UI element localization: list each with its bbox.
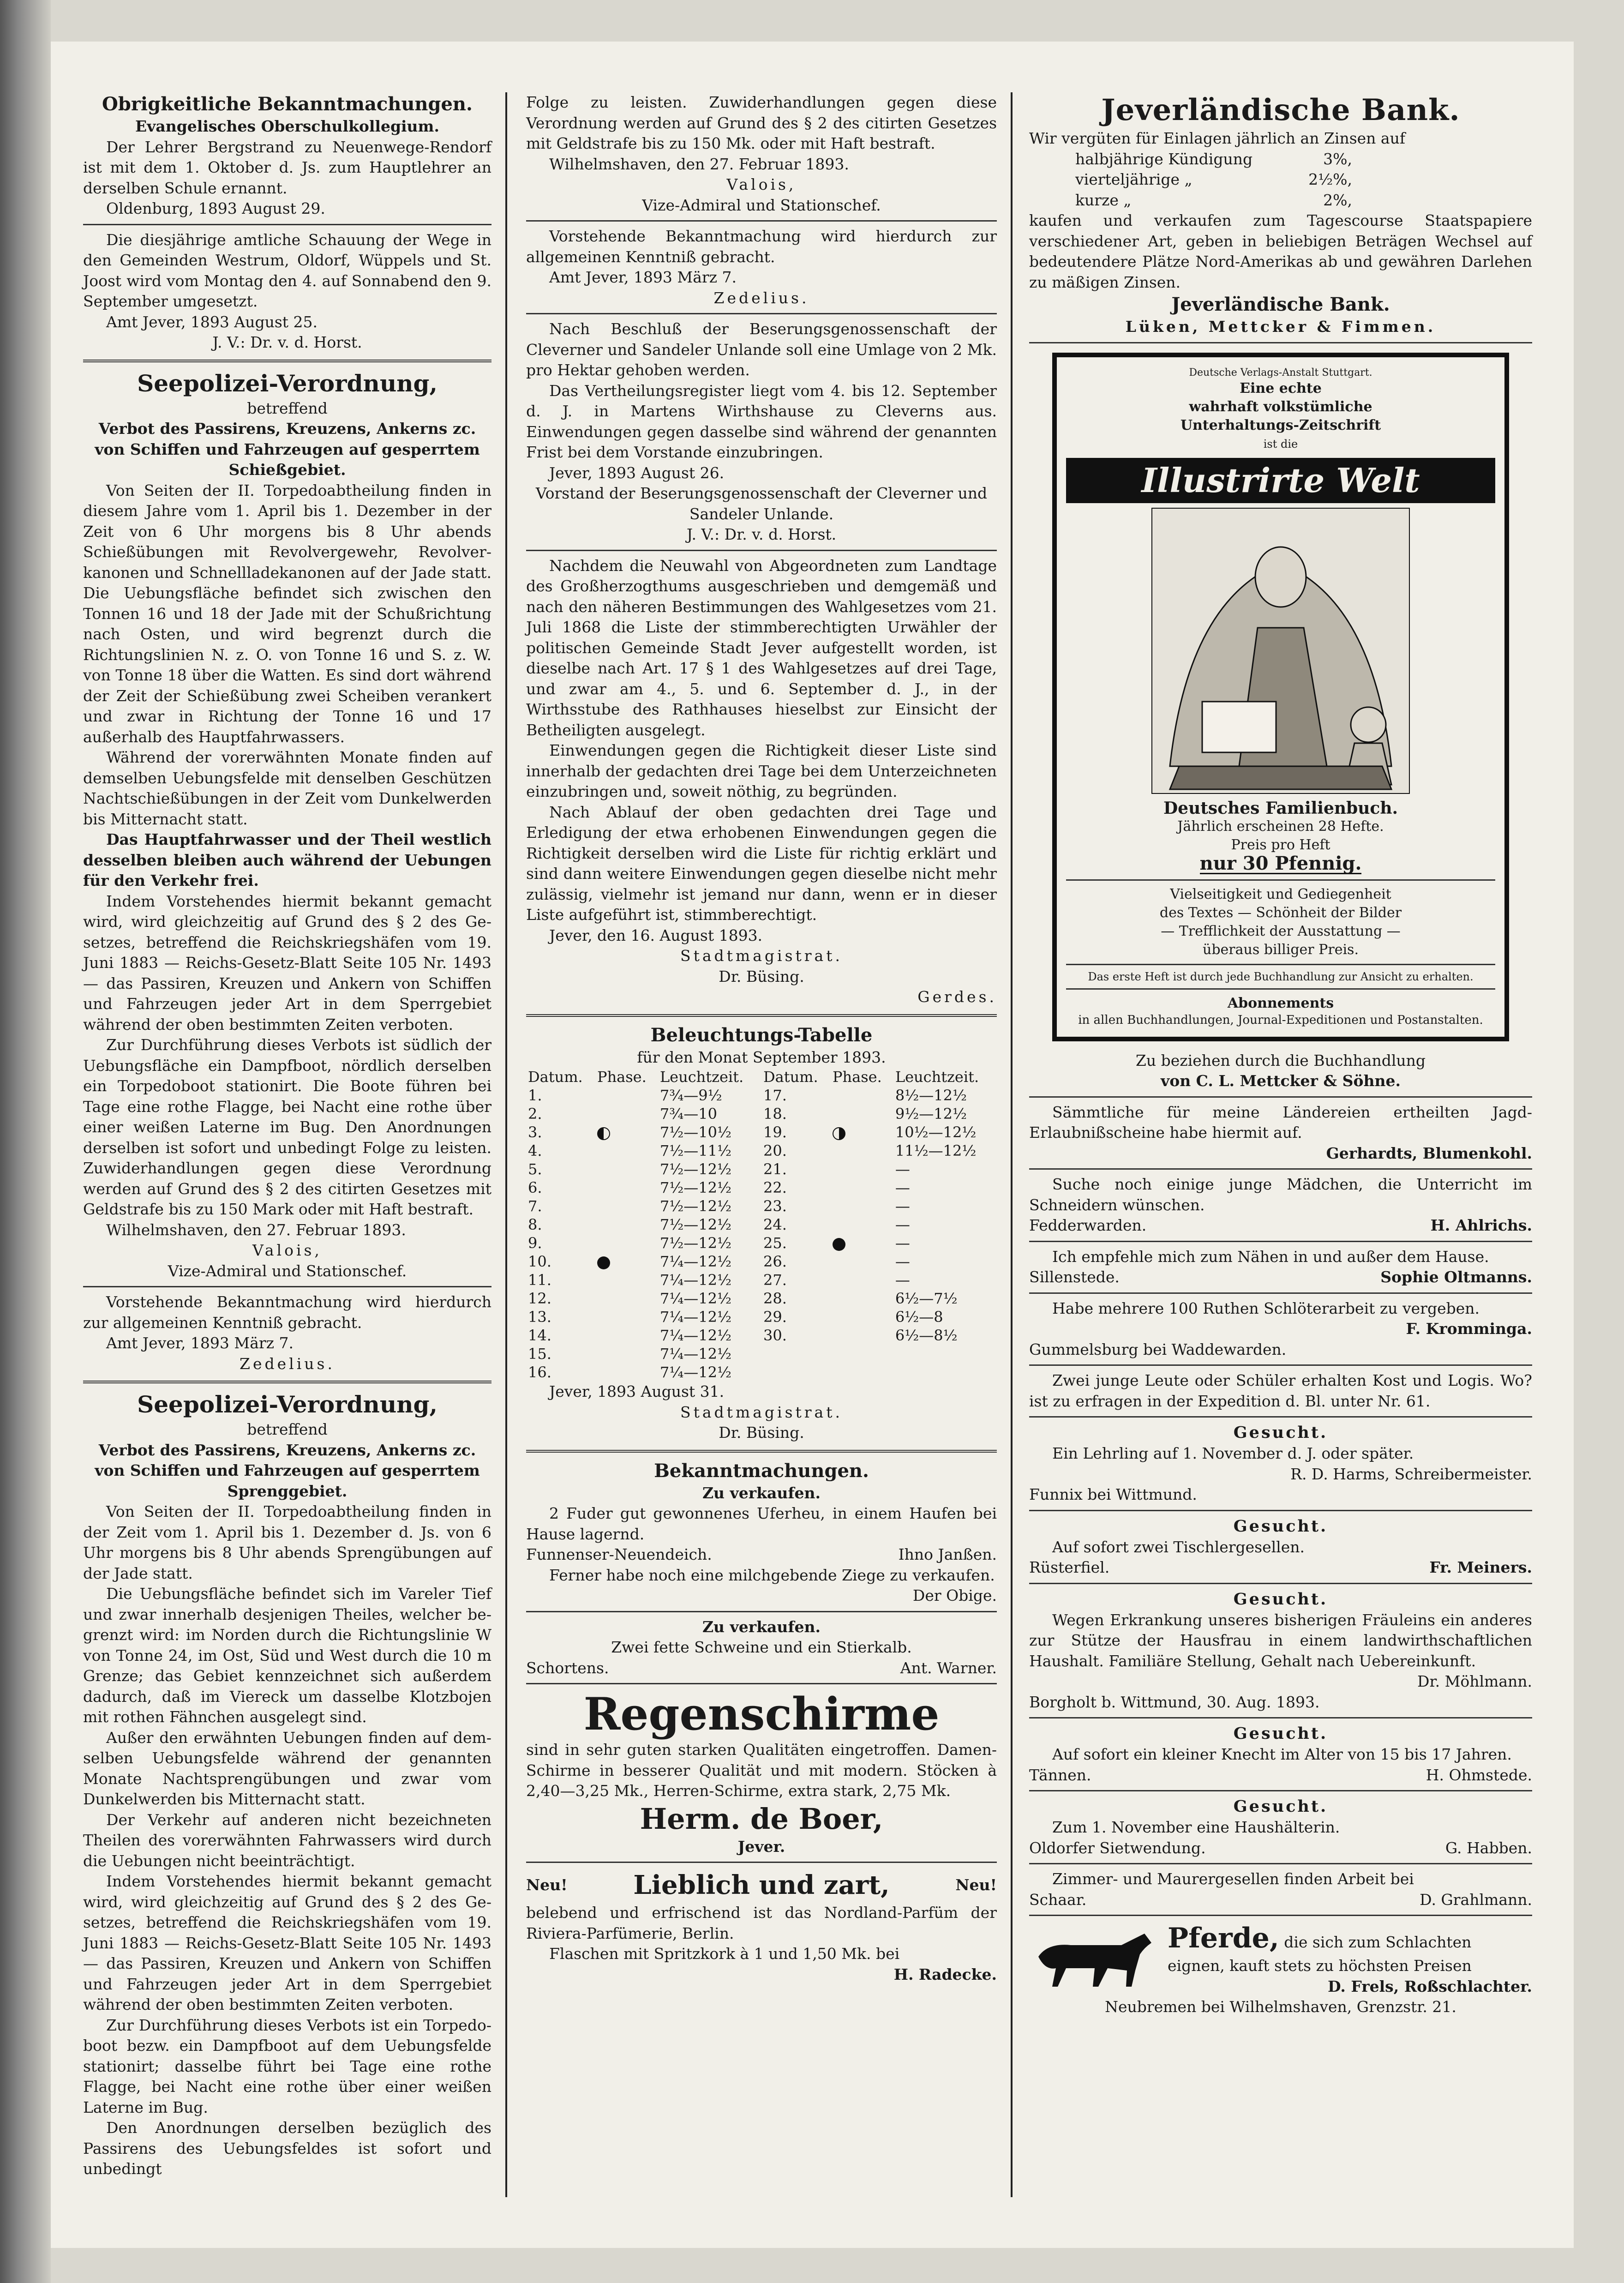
table-cell xyxy=(595,1345,658,1363)
table-cell: — xyxy=(895,1234,910,1252)
ad-sign-row xyxy=(1029,1215,1532,1236)
ordinance-text: Von Seiten der II. Torpedoabtheilung finden in der Zeit vom 1. April bis 1. Dezember d. Js. von 6 Uhr morgens bis 8 Uhr abends Sprengübungen auf der Jade statt. xyxy=(83,1502,491,1582)
ordinance-note: Vorstehende Bekanntmachung wird hierdurch zur allgemeinen Kenntniß gebracht. xyxy=(526,227,997,266)
ordinance-note-place: Amt Jever, 1893 März 7. xyxy=(106,1334,294,1352)
ad-sign-row xyxy=(1029,1557,1532,1578)
ad-place: Fedderwarden. xyxy=(1029,1216,1147,1234)
ad-head: Gesucht. xyxy=(1233,1797,1328,1816)
ad-head: Gesucht. xyxy=(1233,1516,1328,1536)
rate-value: 3%, xyxy=(1323,150,1352,168)
ad-sign: Ant. Warner. xyxy=(900,1658,997,1677)
ordinance-sign: Valois, xyxy=(726,175,797,193)
ad-line: ist die xyxy=(1263,437,1298,451)
ad-text: Suche noch einige junge Mädchen, die Unterricht im Schneidern wünschen. xyxy=(1029,1175,1532,1214)
ad-price-label: Preis pro Heft xyxy=(1231,836,1330,853)
rate-row xyxy=(1075,190,1352,211)
table-cell xyxy=(893,1363,997,1382)
moon-phase-icon xyxy=(597,1127,610,1140)
table-cell: 20. xyxy=(763,1142,787,1160)
bank-title: Jeverländische Bank. xyxy=(1101,93,1460,127)
table-cell: — xyxy=(895,1179,910,1196)
table-cell xyxy=(595,1271,658,1289)
ad-abo: in allen Buchhandlungen, Journal-Expeditionen und Postanstalten. xyxy=(1078,1013,1483,1027)
table-cell: 7½—10½ xyxy=(659,1123,731,1141)
table-cell: — xyxy=(895,1197,910,1215)
ad-sign-row xyxy=(526,1544,997,1565)
table-cell xyxy=(595,1289,658,1308)
rate-value: 2½%, xyxy=(1308,170,1352,188)
col-header: Datum. xyxy=(528,1068,583,1086)
table-place: Jever, 1893 August 31. xyxy=(549,1382,725,1400)
ad-sign: D. Frels, Roßschlachter. xyxy=(1327,1977,1532,1995)
table-cell: 11½—12½ xyxy=(895,1142,977,1160)
ad-text: Ich empfehle mich zum Nähen in und außer dem Hause. xyxy=(1052,1247,1489,1266)
notice-place: Jever, 1893 August 26. xyxy=(549,463,725,482)
ad-head: Gesucht. xyxy=(1233,1423,1328,1442)
table-cell: 18. xyxy=(763,1105,787,1123)
table-cell: 7¼—12½ xyxy=(659,1345,731,1363)
ad-line: Unterhaltungs-Zeitschrift xyxy=(1180,417,1381,433)
table-cell: 7½—12½ xyxy=(659,1216,731,1233)
ad-text: Auf sofort ein kleiner Knecht im Alter von 15 bis 17 Jahren. xyxy=(1052,1745,1512,1763)
table-cell: 14. xyxy=(528,1327,551,1344)
ordinance-text: Folge zu leisten. Zuwiderhandlungen gegen diese Verordnung werden auf Grund des § 2 des citirten Gesetzes mit Geldstrafe bis zu 150 Mk. oder mit Haft bestraft. xyxy=(526,93,997,152)
ordinance-text: Indem Vorstehendes hiermit bekannt gemacht wird, wird gleichzeitig auf Grund des § 2 des Gesetzes, betreffend die Reichskriegshäfen vom 19. Juni 1883 — Reichs-Gesetz-Blatt Seite 105 Nr. 1493 — das Passiren, Kreuzen und Ankern von Schiffen und Fahrzeugen jeder Art in dem Sperrgebiet während der oben bestimmten Zeiten verboten. xyxy=(83,892,491,1033)
ad-sign: Fr. Meiners. xyxy=(1429,1558,1532,1576)
section-title: Obrigkeitliche Bekanntmachungen. xyxy=(102,93,473,115)
ordinance-text: Außer den erwähnten Uebungen finden auf demselben Uebungsfelde während der genannten Monate Nachtsprengübungen und zwar vom Dunkelwerden bis Mitternacht statt. xyxy=(83,1728,491,1808)
table-cell: — xyxy=(895,1271,910,1289)
table-cell: 7¾—10 xyxy=(659,1105,717,1123)
ordinance-text: Zur Durchführung dieses Verbots ist südlich der Uebungsfläche ein Dampfboot, nördlich derselben ein Torpedoboot stationirt. Die Boote führen bei Tage eine rothe Flagge, bei Nacht eine rothe über einer weißen Laterne im Bug. Den Anordnungen derselben ist sofort und unbedingt Folge zu leisten. Zuwiderhandlungen gegen diese Verordnung werden auf Grund des § 2 des citirten Gesetzes mit Geldstrafe bis zu 150 Mark oder mit Haft bestraft. xyxy=(83,1036,491,1218)
table-cell xyxy=(831,1197,893,1215)
table-cell xyxy=(831,1178,893,1197)
perfume-ad-header xyxy=(526,1868,997,1903)
ordinance-rank: Vize-Admiral und Stationschef. xyxy=(168,1262,407,1280)
ad-frequency: Jährlich erscheinen 28 Hefte. xyxy=(1177,818,1384,835)
table-row xyxy=(526,1160,997,1178)
ad-sign-row xyxy=(1029,1765,1532,1786)
table-cell: 12. xyxy=(528,1290,551,1307)
ordinance-text: Zur Durchführung dieses Verbots ist ein Torpedoboot bezw. ein Dampfboot auf dem Uebungsfelde stationirt; dasselbe führt bei Tage eine rothe Flagge, bei Nacht eine rothe über einer weißen Laterne im Bug. xyxy=(83,2016,491,2116)
ad-place: Funnix bei Wittmund. xyxy=(1029,1485,1197,1503)
new-badge: Neu! xyxy=(955,1875,997,1894)
allegory-illustration xyxy=(1151,508,1410,794)
column-middle xyxy=(526,92,997,1985)
ad-subtitle: Deutsches Familienbuch. xyxy=(1163,798,1398,818)
table-cell xyxy=(831,1142,893,1160)
notice-sign: Gerdes. xyxy=(917,988,997,1006)
ad-sign: Dr. Möhlmann. xyxy=(1417,1672,1532,1690)
table-cell: 29. xyxy=(763,1308,787,1326)
magazine-ad xyxy=(1052,353,1509,1041)
ad-sign: F. Kromminga. xyxy=(1406,1320,1532,1338)
table-cell: 22. xyxy=(763,1179,787,1196)
table-cell: 11. xyxy=(528,1271,551,1289)
ad-text: Flaschen mit Spritzkork à 1 und 1,50 Mk. bei xyxy=(549,1945,900,1963)
ordinance-text: Von Seiten der II. Torpedoabtheilung finden in diesem Jahre vom 1. April bis 1. Dezember in der Zeit von 6 Uhr morgens bis 8 Uhr abends Schießübungen mit Revolvergewehr, Revolverkanonen und Schnellladekanonen auf der Jade statt. Die Uebungsfläche befindet sich zwischen den Tonnen 16 und 18 der Jade mit der Schußrichtung nach Osten, und wird begrenzt durch die Richtungslinien N. z. O. von Tonne 16 und S. z. W. von Tonne 18 über die Watten. Es sind dort während der Zeit der Schießübung zwei Scheiben verankert und zwar in Richtung der Tonne 16 und 17 außerhalb des Hauptfahrwassers. xyxy=(83,481,491,746)
moon-phase-icon xyxy=(833,1127,845,1140)
table-cell xyxy=(595,1160,658,1178)
table-cell xyxy=(595,1123,658,1142)
ad-place: Schortens. xyxy=(526,1658,609,1677)
table-row xyxy=(526,1345,997,1363)
table-cell: 6. xyxy=(528,1179,542,1196)
notice-place: Oldenburg, 1893 August 29. xyxy=(106,199,325,217)
ad-publisher: Deutsche Verlags-Anstalt Stuttgart. xyxy=(1189,366,1372,378)
table-cell: 7½—12½ xyxy=(659,1197,731,1215)
table-row xyxy=(526,1197,997,1215)
table-cell xyxy=(761,1363,831,1382)
table-row xyxy=(526,1289,997,1308)
table-cell: 30. xyxy=(763,1327,787,1344)
notice-place: Amt Jever, 1893 August 25. xyxy=(106,312,318,331)
ordinance-place: Wilhelmshaven, den 27. Februar 1893. xyxy=(106,1220,406,1239)
table-cell xyxy=(831,1308,893,1326)
ad-text: Ein Lehrling auf 1. November d. J. oder später. xyxy=(1052,1444,1414,1462)
notice-sign: Stadtmagistrat. xyxy=(680,947,843,965)
ad-text: die sich zum Schlachten eignen, kauft stets zu höchsten Preisen xyxy=(1168,1933,1472,1975)
table-cell: 7¼—12½ xyxy=(659,1364,731,1381)
table-row xyxy=(526,1123,997,1142)
table-cell xyxy=(595,1326,658,1345)
magazine-title: Illustrirte Welt xyxy=(1066,458,1495,503)
ad-sign: Ihno Janßen. xyxy=(898,1545,997,1563)
table-cell xyxy=(831,1363,893,1382)
ad-feature: — Trefflichkeit der Ausstattung — xyxy=(1161,923,1401,939)
table-cell: 7¼—12½ xyxy=(659,1253,731,1270)
table-row xyxy=(526,1215,997,1234)
table-cell xyxy=(595,1252,658,1271)
ad-sign: G. Habben. xyxy=(1445,1838,1532,1857)
table-cell: 3. xyxy=(528,1123,542,1141)
ad-sign: Der Obige. xyxy=(912,1586,997,1604)
ordinance-note-sign: Zedelius. xyxy=(240,1354,335,1373)
umbrella-ad-title: Regenschirme xyxy=(583,1688,940,1740)
ad-head: Gesucht. xyxy=(1233,1589,1328,1609)
rate-label: kurze „ xyxy=(1075,191,1132,209)
ad-sign-row xyxy=(1029,1838,1532,1859)
table-cell: — xyxy=(895,1216,910,1233)
col-header: Datum. xyxy=(763,1068,818,1086)
table-cell: 25. xyxy=(763,1234,787,1252)
ad-text: Zwei junge Leute oder Schüler erhalten Kost und Logis. Wo? ist zu erfragen in der Expedition d. Bl. unter Nr. 61. xyxy=(1029,1371,1532,1410)
column-rule xyxy=(1011,92,1013,2197)
bank-text: Wir vergüten für Einlagen jährlich an Zinsen auf xyxy=(1029,129,1406,147)
col-header: Leuchtzeit. xyxy=(895,1068,979,1086)
ordinance-rank: Vize-Admiral und Stationschef. xyxy=(642,196,881,214)
notice-head: Evangelisches Oberschulkollegium. xyxy=(135,117,439,135)
table-cell: 21. xyxy=(763,1160,787,1178)
table-cell: 7½—12½ xyxy=(659,1179,731,1196)
ad-firm: H. Radecke. xyxy=(893,1965,997,1983)
table-cell xyxy=(595,1308,658,1326)
ordinance-note-sign: Zedelius. xyxy=(713,288,809,307)
ad-price: nur 30 Pfennig. xyxy=(1199,852,1362,874)
table-cell: 17. xyxy=(763,1087,787,1104)
ad-text: Zimmer- und Maurergesellen finden Arbeit bei xyxy=(1052,1870,1414,1888)
table-cell: 13. xyxy=(528,1308,551,1326)
table-cell xyxy=(595,1178,658,1197)
column-left xyxy=(83,92,491,2180)
ordinance-title: Seepolizei-Verordnung, xyxy=(137,1391,437,1418)
table-cell xyxy=(595,1234,658,1252)
table-cell: 6½—8 xyxy=(895,1308,943,1326)
ad-text: Auf sofort zwei Tischlergesellen. xyxy=(1052,1538,1305,1556)
column-rule xyxy=(505,92,507,2197)
ordinance-text: Das Hauptfahrwasser und der Theil westlich desselben bleiben auch während der Uebungen für den Verkehr frei. xyxy=(83,830,491,889)
ad-abo: Abonnements xyxy=(1227,995,1334,1011)
table-row xyxy=(526,1178,997,1197)
table-cell: 24. xyxy=(763,1216,787,1233)
table-row xyxy=(526,1142,997,1160)
rate-row xyxy=(1075,169,1352,190)
ad-text: 2 Fuder gut gewonnenes Uferheu, in einem Haufen bei Hause lagernd. xyxy=(526,1504,997,1543)
ad-place: Sillenstede. xyxy=(1029,1268,1120,1286)
section-title: Bekanntmachungen. xyxy=(654,1460,869,1482)
lighting-table-sub: für den Monat September 1893. xyxy=(637,1048,886,1066)
ad-feature: überaus billiger Preis. xyxy=(1203,941,1359,958)
table-cell xyxy=(831,1326,893,1345)
ordinance-text: Die Uebungsfläche befindet sich im Vareler Tief und zwar innerhalb desjenigen Theiles, welcher begrenzt wird: im Norden durch die Richtungslinie W von Tonne 24, im Ost, Süd und West durch die 10 m Grenze; das Gebiet kennzeichnet sich außerdem dadurch, daß im Viereck um dasselbe Klotzbojen mit rothen Fähnchen ausgelegt sind. xyxy=(83,1585,491,1726)
ad-text: Wegen Erkrankung unseres bisherigen Fräuleins ein anderes zur Stütze der Hausfrau in einem landwirthschaftlichen Haushalt. Familiäre Stellung, Gehalt nach Uebereinkunft. xyxy=(1029,1610,1532,1670)
ad-firm: Herm. de Boer, xyxy=(640,1802,883,1836)
table-cell: 9½—12½ xyxy=(895,1105,967,1123)
table-cell xyxy=(831,1160,893,1178)
ordinance-text: Während der vorerwähnten Monate finden auf demselben Uebungsfelde mit denselben Geschützen Nachtschießübungen in der Zeit vom Dunkelwerden bis Mitternacht statt. xyxy=(83,748,491,828)
table-cell xyxy=(595,1363,658,1382)
ad-place: Tännen. xyxy=(1029,1766,1091,1784)
table-sign: Dr. Büsing. xyxy=(719,1424,804,1442)
table-cell: 7¾—9½ xyxy=(659,1087,722,1104)
table-cell: 2. xyxy=(528,1105,542,1123)
horse-ad xyxy=(1029,1921,1532,1997)
table-cell xyxy=(761,1345,831,1363)
ordinance-place: Wilhelmshaven, den 27. Februar 1893. xyxy=(549,155,849,173)
notice-text: Einwendungen gegen die Richtigkeit dieser Liste sind innerhalb der gedachten drei Tage bei dem Unterzeichneten einzubringen und, soweit nöthig, zu begründen. xyxy=(526,741,997,800)
table-cell: 6½—8½ xyxy=(895,1327,958,1344)
table-cell: 26. xyxy=(763,1253,787,1270)
lighting-table-title: Beleuchtungs-Tabelle xyxy=(650,1024,873,1046)
table-cell: 4. xyxy=(528,1142,542,1160)
table-cell xyxy=(831,1289,893,1308)
rate-row xyxy=(1075,149,1352,170)
table-cell xyxy=(595,1215,658,1234)
ad-head: Zu verkaufen. xyxy=(702,1617,821,1636)
ad-text: Habe mehrere 100 Ruthen Schlöterarbeit zu vergeben. xyxy=(1052,1299,1480,1317)
ad-sign: H. Ahlrichs. xyxy=(1430,1216,1532,1234)
ordinance-note: Vorstehende Bekanntmachung wird hierdurch zur allgemeinen Kenntniß gebracht. xyxy=(83,1293,491,1332)
table-cell: 7½—12½ xyxy=(659,1160,731,1178)
table-cell: 7¼—12½ xyxy=(659,1271,731,1289)
table-cell: 7¼—12½ xyxy=(659,1327,731,1344)
ad-feature: Vielseitigkeit und Gediegenheit xyxy=(1170,886,1391,902)
ad-feature: des Textes — Schönheit der Bilder xyxy=(1159,904,1402,921)
newspaper-page xyxy=(51,42,1574,2248)
notice-sign: Vorstand der Beserungsgenossenschaft der Cleverner und Sandeler Unlande. xyxy=(535,484,988,523)
table-sign: Stadtmagistrat. xyxy=(680,1403,843,1421)
table-row xyxy=(526,1252,997,1271)
table-cell: — xyxy=(895,1253,910,1270)
ad-sign-row xyxy=(1029,1890,1532,1911)
ad-sign: D. Grahlmann. xyxy=(1420,1890,1532,1909)
table-cell xyxy=(595,1086,658,1105)
ordinance-head: Verbot des Passirens, Kreuzens, Ankerns zc. von Schiffen und Fahrzeugen auf gesperrtem Schießgebiet. xyxy=(95,420,480,479)
ad-text: belebend und erfrischend ist das Nordland-Parfüm der Riviera-Parfümerie, Berlin. xyxy=(526,1904,997,1942)
notice-text: Nach Beschluß der Beserungsgenossenschaft der Cleverner und Sandeler Unlande soll eine Umlage von 2 Mk. pro Hektar gehoben werden. xyxy=(526,320,997,379)
table-cell: 23. xyxy=(763,1197,787,1215)
ordinance-title: Seepolizei-Verordnung, xyxy=(137,369,437,397)
notice-text: Die diesjährige amtliche Schauung der Wege in den Gemeinden Westrum, Oldorf, Wüppels und St. Joost wird vom Montag den 4. auf Sonnabend den 9. September umgesetzt. xyxy=(83,230,491,310)
bank-text: kaufen und verkaufen zum Tagescourse Staatspapiere verschiedener Art, geben in beliebigen Beträgen Wechsel auf bedeutendere Plätze Nord-Amerikas ab und gewähren Darlehen zu mäßigen Zinsen. xyxy=(1029,211,1532,291)
bank-rates xyxy=(1029,149,1532,211)
horse-icon xyxy=(1029,1929,1158,1989)
ordinance-sub: betreffend xyxy=(247,399,328,417)
moon-phase-icon xyxy=(833,1238,845,1251)
ordinance-head: Verbot des Passirens, Kreuzens, Ankerns zc. von Schiffen und Fahrzeugen auf gesperrtem Sprenggebiet. xyxy=(95,1441,480,1500)
ad-place: Rüsterfiel. xyxy=(1029,1558,1110,1576)
ad-from: Zu beziehen durch die Buchhandlung xyxy=(1135,1051,1426,1069)
table-cell: — xyxy=(895,1160,910,1178)
table-cell: 19. xyxy=(763,1123,787,1141)
table-cell xyxy=(595,1142,658,1160)
ad-place: Gummelsburg bei Waddewarden. xyxy=(1029,1340,1287,1358)
col-header: Leuchtzeit. xyxy=(659,1068,744,1086)
table-cell: 7. xyxy=(528,1197,542,1215)
table-cell: 10½—12½ xyxy=(895,1123,977,1141)
table-cell: 8. xyxy=(528,1216,542,1233)
ordinance-sign: Valois, xyxy=(252,1241,322,1259)
table-cell xyxy=(595,1105,658,1123)
table-cell xyxy=(831,1234,893,1252)
ad-sign: R. D. Harms, Schreibermeister. xyxy=(1290,1465,1532,1483)
ad-sign: Sophie Oltmanns. xyxy=(1380,1268,1532,1286)
ad-place: Borgholt b. Wittmund, 30. Aug. 1893. xyxy=(1029,1693,1320,1711)
table-cell xyxy=(831,1086,893,1105)
ad-sign: Gerhardts, Blumenkohl. xyxy=(1326,1144,1532,1162)
ad-text: Ferner habe noch eine milchgebende Ziege zu verkaufen. xyxy=(549,1566,995,1584)
ad-sign-row xyxy=(526,1658,997,1679)
ad-sign: H. Ohmstede. xyxy=(1426,1766,1532,1784)
table-cell: 7½—11½ xyxy=(659,1142,731,1160)
ad-place: Funnenser-Neuendeich. xyxy=(526,1545,712,1563)
new-badge: Neu! xyxy=(526,1875,568,1894)
table-cell: 7¼—12½ xyxy=(659,1308,731,1326)
notice-text: Nachdem die Neuwahl von Abgeordneten zum Landtage des Großherzogthums ausgeschrieben und demgemäß und nach den näheren Bestimmungen des Wahlgesetzes vom 21. Juli 1868 die Liste der stimmberechtigten Urwähler der politischen Gemeinde Stadt Jever aufgestellt worden, ist dieselbe nach Art. 17 § 1 des Wahlgesetzes auf drei Tage, und zwar am 4., 5. und 6. September d. J., in der Wirthsstube des Rathhauses hieselbst zur Einsicht der Betheiligten ausgelegt. xyxy=(526,556,997,739)
rate-value: 2%, xyxy=(1323,191,1352,209)
ad-sign-row xyxy=(1029,1267,1532,1288)
table-cell: 9. xyxy=(528,1234,542,1252)
moon-phase-icon xyxy=(597,1256,610,1269)
rate-label: vierteljährige „ xyxy=(1075,170,1193,188)
table-cell xyxy=(831,1123,893,1142)
book-spine xyxy=(0,0,51,2283)
ad-head: Zu verkaufen. xyxy=(702,1484,821,1502)
notice-sign: J. V.: Dr. v. d. Horst. xyxy=(686,525,837,543)
table-cell: 28. xyxy=(763,1290,787,1307)
ad-text: sind in sehr guten starken Qualitäten eingetroffen. Damen-Schirme in besserer Qualität und mit modern. Stöcken à 2,40—3,25 Mk., Herren-Schirme, extra stark, 2,75 Mk. xyxy=(526,1741,997,1800)
ordinance-sub: betreffend xyxy=(247,1420,328,1438)
table-cell xyxy=(831,1215,893,1234)
ad-text: Sämmtliche für meine Ländereien ertheilten Jagd-Erlaubnißscheine habe hiermit auf. xyxy=(1029,1103,1532,1142)
lighting-table xyxy=(526,1068,997,1382)
ad-text: Zum 1. November eine Haushälterin. xyxy=(1052,1818,1340,1836)
table-cell: 16. xyxy=(528,1364,551,1381)
table-cell xyxy=(595,1197,658,1215)
table-row xyxy=(526,1363,997,1382)
ordinance-text: Indem Vorstehendes hiermit bekannt gemacht wird, wird gleichzeitig auf Grund des § 2 des Gesetzes, betreffend die Reichskriegshäfen vom 19. Juni 1883 — Reichs-Gesetz-Blatt Seite 105 Nr. 1493 — das Passiren, Kreuzen und Ankern von Schiffen und Fahrzeugen jeder Art in dem Sperrgebiet während der oben bestimmten Zeiten verboten. xyxy=(83,1872,491,2013)
notice-text: Der Lehrer Bergstrand zu Neuenwege-Rendorf ist mit dem 1. Oktober d. Js. zum Hauptlehrer an derselben Schule ernannt. xyxy=(83,138,491,197)
ordinance-text: Den Anordnungen derselben bezüglich des Passirens des Uebungsfeldes ist sofort und unbedingt xyxy=(83,2119,491,2178)
table-cell xyxy=(831,1271,893,1289)
notice-place: Jever, den 16. August 1893. xyxy=(549,926,763,944)
notice-sign: J. V.: Dr. v. d. Horst. xyxy=(212,333,362,351)
ordinance-note-place: Amt Jever, 1893 März 7. xyxy=(549,268,737,286)
table-row xyxy=(526,1105,997,1123)
column-right xyxy=(1029,92,1532,2018)
table-row xyxy=(526,1326,997,1345)
ad-line: wahrhaft volkstümliche xyxy=(1189,398,1372,415)
table-row xyxy=(526,1271,997,1289)
bank-sign: Jeverländische Bank. xyxy=(1171,294,1390,315)
notice-text: Nach Ablauf der oben gedachten drei Tage und Erledigung der etwa erhobenen Einwendungen gegen die Richtigkeit derselben wird die Liste für richtig erklärt und sind dann weitere Einwendungen gegen dieselbe nicht mehr zulässig, vielmehr ist jemand nur dann, wenn er in dieser Liste aufgeführt ist, stimmberechtigt. xyxy=(526,803,997,924)
col-header: Phase. xyxy=(833,1068,882,1086)
col-header: Phase. xyxy=(597,1068,647,1086)
ad-place: Oldorfer Sietwendung. xyxy=(1029,1838,1206,1857)
table-cell: 6½—7½ xyxy=(895,1290,958,1307)
table-cell xyxy=(831,1345,893,1363)
table-row xyxy=(526,1308,997,1326)
rate-label: halbjährige Kündigung xyxy=(1075,150,1253,168)
ad-from: von C. L. Mettcker & Söhne. xyxy=(1161,1072,1401,1090)
table-cell: 5. xyxy=(528,1160,542,1178)
table-cell: 27. xyxy=(763,1271,787,1289)
ad-head: Gesucht. xyxy=(1233,1724,1328,1743)
table-cell xyxy=(831,1252,893,1271)
table-cell: 10. xyxy=(528,1253,551,1270)
notice-sign: Dr. Büsing. xyxy=(719,967,804,985)
table-cell: 7½—12½ xyxy=(659,1234,731,1252)
ad-place: Neubremen bei Wilhelmshaven, Grenzstr. 21. xyxy=(1105,1998,1456,2016)
table-cell: 8½—12½ xyxy=(895,1087,967,1104)
perfume-ad-title: Lieblich und zart, xyxy=(633,1870,890,1900)
ad-text: Zwei fette Schweine und ein Stierkalb. xyxy=(611,1638,912,1656)
ad-place: Jever. xyxy=(737,1837,785,1856)
table-row xyxy=(526,1086,997,1105)
table-cell xyxy=(831,1105,893,1123)
horse-ad-title: Pferde, xyxy=(1168,1922,1279,1954)
ordinance-text: Der Verkehr auf anderen nicht bezeichneten Theilen des vorerwähnten Fahrwassers wird durch die Uebungen nicht beeinträchtigt. xyxy=(83,1810,491,1870)
notice-text: Das Vertheilungsregister liegt vom 4. bis 12. September d. J. in Martens Wirthshause zu Cleverns aus. Einwendungen gegen dasselbe sind während der genannten Frist bei dem Vorstande einzubringen. xyxy=(526,381,997,461)
table-cell: 7¼—12½ xyxy=(659,1290,731,1307)
table-row xyxy=(526,1234,997,1252)
table-cell: 1. xyxy=(528,1087,542,1104)
ad-place: Schaar. xyxy=(1029,1890,1087,1909)
ad-line: Eine echte xyxy=(1240,380,1322,397)
table-cell: 15. xyxy=(528,1345,551,1363)
ad-note: Das erste Heft ist durch jede Buchhandlung zur Ansicht zu erhalten. xyxy=(1088,970,1474,983)
table-cell xyxy=(893,1345,997,1363)
table-header-row xyxy=(526,1068,997,1086)
bank-sign: Lüken, Mettcker & Fimmen. xyxy=(1125,318,1436,336)
